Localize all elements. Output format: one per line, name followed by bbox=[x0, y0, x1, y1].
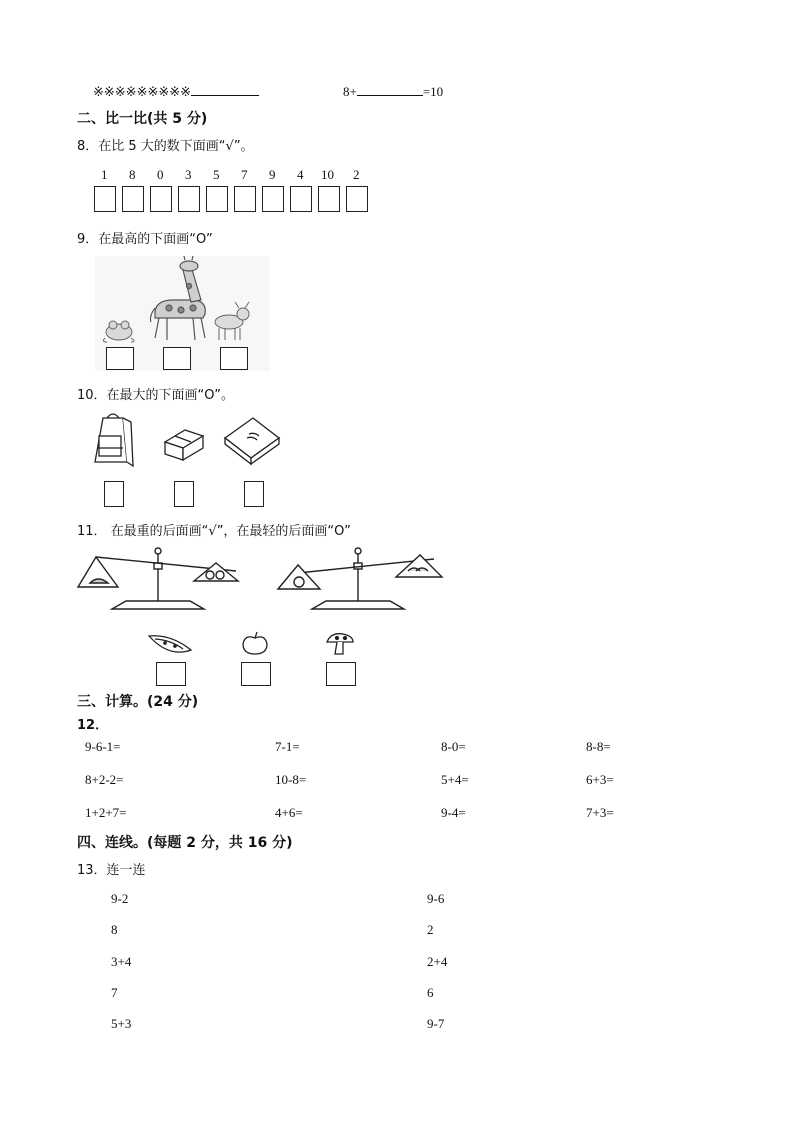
q8-box-1[interactable] bbox=[122, 186, 144, 212]
match-right-1[interactable]: 2 bbox=[427, 922, 434, 937]
match-right-3[interactable]: 6 bbox=[427, 985, 434, 1000]
weight-items-illustration bbox=[145, 630, 365, 658]
q8-num-7: 4 bbox=[297, 167, 304, 182]
section-4-title: 四、连线。(每题 2 分，共 16 分) bbox=[77, 835, 293, 851]
q8-box-9[interactable] bbox=[346, 186, 368, 212]
q13-label: 13．连一连 bbox=[77, 863, 146, 878]
calc-r0-c0: 9-6-1= bbox=[85, 739, 121, 754]
q8-box-0[interactable] bbox=[94, 186, 116, 212]
q9-box-goat[interactable] bbox=[220, 347, 248, 370]
calc-r2-c2: 9-4= bbox=[441, 805, 466, 820]
calc-r2-c1: 4+6= bbox=[275, 805, 303, 820]
q11-box-watermelon[interactable] bbox=[156, 662, 186, 686]
q10-box-book[interactable] bbox=[244, 481, 264, 507]
symbols-text: ※※※※※※※※※ bbox=[93, 84, 192, 99]
match-right-2[interactable]: 2+4 bbox=[427, 954, 448, 969]
q9-label: 9．在最高的下面画“O” bbox=[77, 232, 213, 247]
q8-box-4[interactable] bbox=[206, 186, 228, 212]
match-right-0[interactable]: 9-6 bbox=[427, 891, 445, 906]
fill-suffix: =10 bbox=[422, 84, 444, 99]
q8-num-1: 8 bbox=[129, 167, 136, 182]
eraser-icon bbox=[165, 430, 203, 460]
match-left-3[interactable]: 7 bbox=[111, 985, 118, 1000]
match-left-1[interactable]: 8 bbox=[111, 922, 118, 937]
q11-box-mushroom[interactable] bbox=[326, 662, 356, 686]
calc-r2-c3: 7+3= bbox=[586, 805, 614, 820]
calc-r0-c1: 7-1= bbox=[275, 739, 300, 754]
school-items-illustration bbox=[93, 412, 283, 474]
q9-box-giraffe[interactable] bbox=[163, 347, 191, 370]
section-2-title: 二、比一比(共 5 分) bbox=[77, 111, 208, 127]
q8-num-0: 1 bbox=[101, 167, 108, 182]
fill-equation bbox=[343, 83, 443, 100]
mushroom-icon bbox=[327, 634, 353, 654]
q8-num-5: 7 bbox=[241, 167, 248, 182]
balance-scale-2 bbox=[278, 548, 442, 609]
symbols-row bbox=[93, 83, 259, 100]
balance-scales-illustration bbox=[76, 545, 446, 615]
q8-box-7[interactable] bbox=[290, 186, 312, 212]
answer-blank-1[interactable] bbox=[191, 83, 259, 96]
q8-num-6: 9 bbox=[269, 167, 276, 182]
answer-blank-2[interactable] bbox=[357, 83, 423, 96]
balance-scale-1 bbox=[78, 548, 238, 609]
q10-label: 10．在最大的下面画“O”。 bbox=[77, 388, 235, 403]
q8-num-2: 0 bbox=[157, 167, 164, 182]
q8-box-8[interactable] bbox=[318, 186, 340, 212]
match-left-2[interactable]: 3+4 bbox=[111, 954, 132, 969]
q10-box-eraser[interactable] bbox=[174, 481, 194, 507]
match-right-4[interactable]: 9-7 bbox=[427, 1016, 445, 1031]
section-3-title: 三、计算。(24 分) bbox=[77, 694, 199, 710]
calc-r1-c2: 5+4= bbox=[441, 772, 469, 787]
q8-box-3[interactable] bbox=[178, 186, 200, 212]
calc-r1-c1: 10-8= bbox=[275, 772, 307, 787]
calc-r1-c0: 8+2-2= bbox=[85, 772, 124, 787]
q8-num-4: 5 bbox=[213, 167, 220, 182]
q8-num-3: 3 bbox=[185, 167, 192, 182]
q12-label: 12． bbox=[77, 718, 109, 733]
book-icon bbox=[225, 418, 279, 464]
match-left-0[interactable]: 9-2 bbox=[111, 891, 129, 906]
q8-num-8: 10 bbox=[321, 167, 334, 182]
q11-box-apple[interactable] bbox=[241, 662, 271, 686]
calc-r1-c3: 6+3= bbox=[586, 772, 614, 787]
watermelon-icon bbox=[149, 636, 191, 652]
q9-box-frog[interactable] bbox=[106, 347, 134, 370]
calc-r2-c0: 1+2+7= bbox=[85, 805, 127, 820]
q8-box-5[interactable] bbox=[234, 186, 256, 212]
calc-r0-c2: 8-0= bbox=[441, 739, 466, 754]
match-left-4[interactable]: 5+3 bbox=[111, 1016, 132, 1031]
q8-box-6[interactable] bbox=[262, 186, 284, 212]
q10-box-backpack[interactable] bbox=[104, 481, 124, 507]
apple-icon bbox=[243, 632, 267, 654]
fill-prefix: 8+ bbox=[343, 84, 357, 99]
calc-r0-c3: 8-8= bbox=[586, 739, 611, 754]
q8-box-2[interactable] bbox=[150, 186, 172, 212]
q8-label: 8．在比 5 大的数下面画“√”。 bbox=[77, 139, 254, 154]
q8-num-9: 2 bbox=[353, 167, 360, 182]
backpack-icon bbox=[95, 414, 133, 466]
q11-label: 11． 在最重的后面画“√”，在最轻的后面画“O” bbox=[77, 524, 351, 539]
